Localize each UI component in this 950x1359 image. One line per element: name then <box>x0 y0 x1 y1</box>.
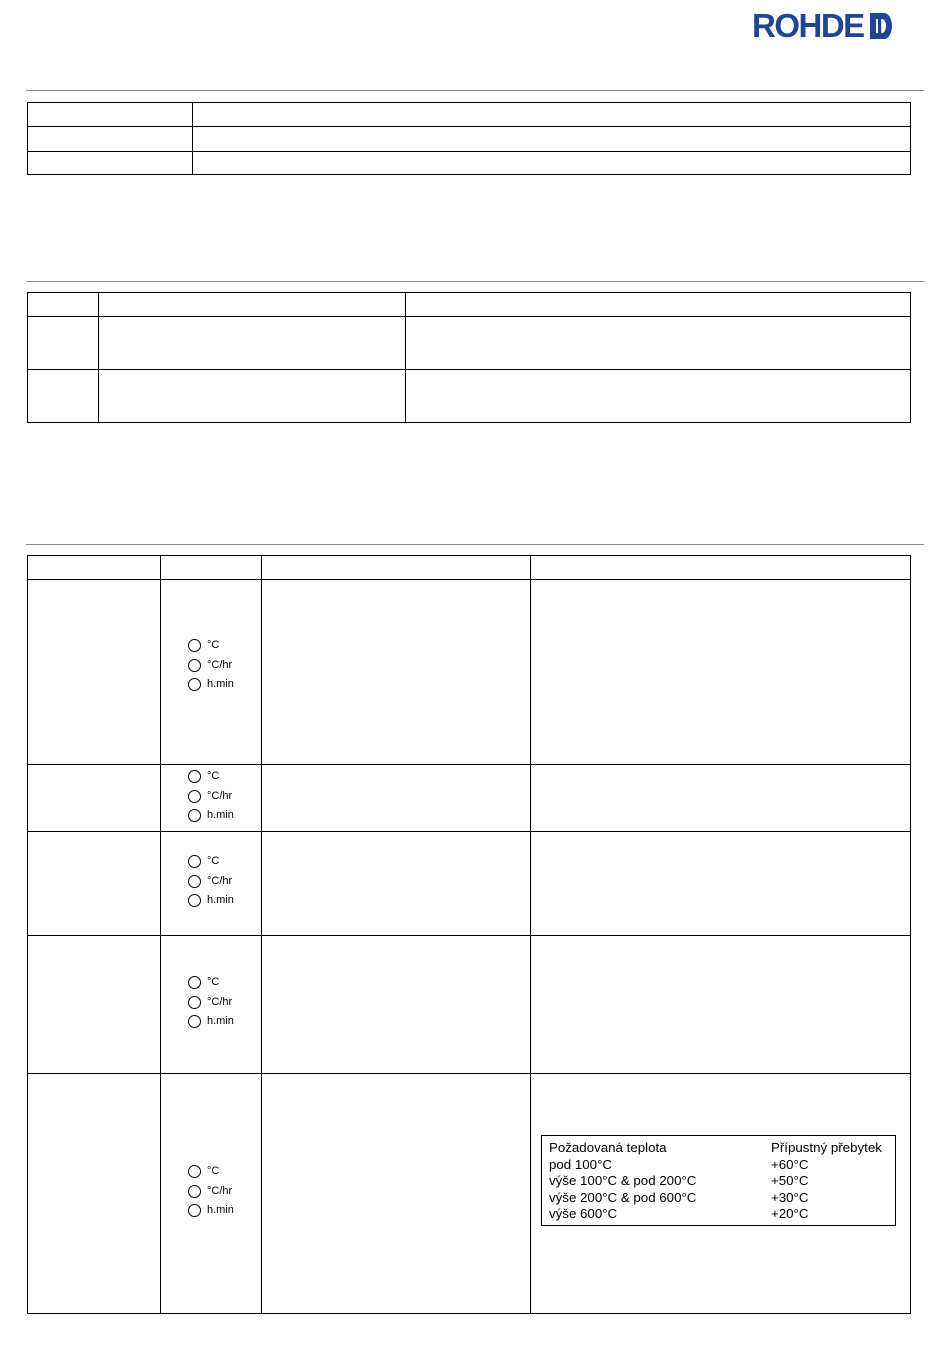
indicator-circle-icon <box>188 1204 201 1217</box>
indicator-label: °C <box>207 770 220 783</box>
indicator-label: °C/hr <box>207 789 233 802</box>
table-row <box>28 765 911 832</box>
tolerance-row <box>549 1190 888 1207</box>
indicator-circle-icon <box>188 1165 201 1178</box>
tolerance-row <box>549 1173 888 1190</box>
indicator-circle-icon <box>188 875 201 888</box>
indicator-circle-icon <box>188 996 201 1009</box>
table-row <box>28 293 911 317</box>
tolerance-header <box>549 1140 888 1157</box>
tolerance-excess: +50°C <box>771 1173 809 1188</box>
table-row <box>28 317 911 370</box>
table-row <box>28 556 911 580</box>
indicator-legend <box>188 1162 234 1221</box>
tolerance-excess: +20°C <box>771 1206 809 1221</box>
logo-text: ROHDE <box>752 7 864 44</box>
indicator-legend <box>188 636 234 695</box>
tolerance-header-setpoint: Požadovaná teplota <box>549 1140 667 1155</box>
tolerance-setpoint: výše 600°C <box>549 1206 618 1221</box>
indicator-label: °C/hr <box>207 874 233 887</box>
table-row <box>28 936 911 1074</box>
indicator-circle-icon <box>188 1185 201 1198</box>
indicator-circle-icon <box>188 894 201 907</box>
tolerance-header-excess: Přípustný přebytek <box>771 1140 882 1155</box>
indicator-label: °C <box>207 1165 220 1178</box>
indicator-label: h.min <box>207 678 234 691</box>
tolerance-excess: +60°C <box>771 1156 809 1172</box>
table-row <box>28 152 911 175</box>
tolerance-excess: +30°C <box>771 1189 809 1205</box>
tolerance-row <box>549 1206 888 1223</box>
indicator-label: °C/hr <box>207 658 233 671</box>
indicator-circle-icon <box>188 976 201 989</box>
table-1 <box>27 102 911 175</box>
indicator-legend <box>188 767 234 826</box>
indicator-circle-icon <box>188 678 201 691</box>
tolerance-setpoint: pod 100°C <box>549 1156 612 1172</box>
indicator-label: °C <box>207 855 220 868</box>
section-rule-1 <box>26 90 924 91</box>
indicator-label: h.min <box>207 809 234 822</box>
table-row <box>28 127 911 152</box>
indicator-circle-icon <box>188 659 201 672</box>
indicator-circle-icon <box>188 770 201 783</box>
tolerance-setpoint: výše 200°C & pod 600°C <box>549 1189 697 1205</box>
indicator-circle-icon <box>188 639 201 652</box>
indicator-legend <box>188 973 234 1032</box>
indicator-label: h.min <box>207 1015 234 1028</box>
table-row <box>28 580 911 765</box>
tolerance-setpoint: výše 100°C & pod 200°C <box>549 1173 697 1188</box>
indicator-label: °C/hr <box>207 995 233 1008</box>
rohde-mark-icon <box>867 11 893 41</box>
section-rule-3 <box>26 544 924 545</box>
indicator-label: h.min <box>207 1204 234 1217</box>
section-rule-2 <box>26 281 924 282</box>
indicator-legend <box>188 852 234 911</box>
indicator-circle-icon <box>188 1015 201 1028</box>
table-2 <box>27 292 911 423</box>
indicator-label: °C <box>207 639 220 652</box>
table-row <box>28 370 911 423</box>
tolerance-row <box>549 1157 888 1174</box>
indicator-circle-icon <box>188 790 201 803</box>
table-row <box>28 832 911 936</box>
indicator-label: °C <box>207 976 220 989</box>
table-row <box>28 103 911 127</box>
indicator-label: °C/hr <box>207 1184 233 1197</box>
tolerance-table <box>541 1135 896 1226</box>
indicator-label: h.min <box>207 894 234 907</box>
rohde-logo <box>752 6 893 46</box>
indicator-circle-icon <box>188 855 201 868</box>
indicator-circle-icon <box>188 809 201 822</box>
